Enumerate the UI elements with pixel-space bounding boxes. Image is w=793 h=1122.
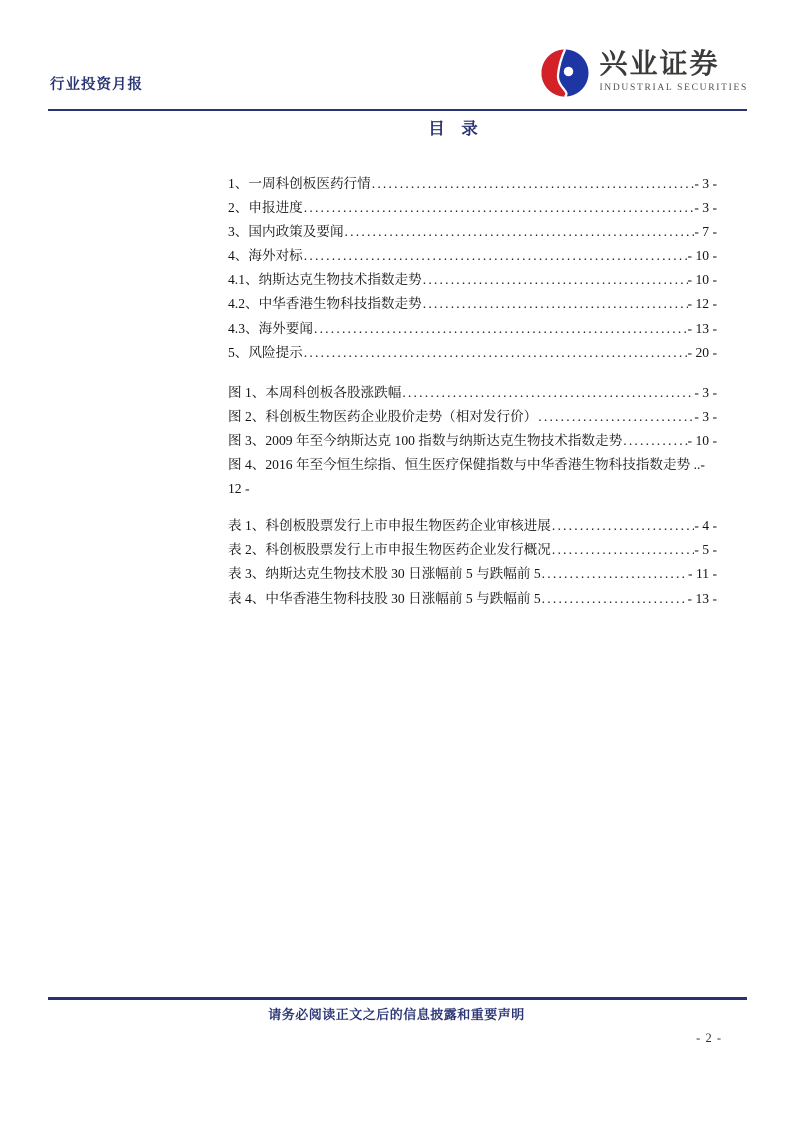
- toc-entry[interactable]: [228, 429, 717, 453]
- company-name-en: INDUSTRIAL SECURITIES: [599, 83, 748, 93]
- toc-entry-label: 4.2、中华香港生物科技指数走势: [228, 296, 422, 312]
- toc-entry-page: - 12 -: [687, 296, 717, 312]
- toc-entry-page: - 13 -: [687, 590, 717, 606]
- toc-entry-page: - 10 -: [687, 248, 717, 264]
- toc-entry[interactable]: [228, 196, 717, 220]
- toc-entry-label: 表 3、纳斯达克生物技术股 30 日涨幅前 5 与跌幅前 5: [228, 566, 541, 582]
- toc-entry[interactable]: [228, 292, 717, 316]
- toc-entry-page: - 11 -: [688, 566, 717, 582]
- toc-entry-page: - 20 -: [687, 344, 717, 360]
- toc-entry-label: 1、一周科创板医药行情: [228, 176, 371, 191]
- toc-entry-label: 3、国内政策及要闻: [228, 224, 344, 240]
- toc-entry[interactable]: [228, 317, 717, 341]
- toc-entry-page: - 4 -: [694, 518, 717, 534]
- page-number: - 2 -: [696, 1031, 722, 1045]
- toc-entry-page: - 3 -: [694, 176, 717, 191]
- toc-leader-dots: [537, 405, 694, 429]
- report-type-label: 行业投资月报: [50, 77, 143, 93]
- toc-entry[interactable]: [228, 172, 717, 196]
- header-divider: [48, 109, 747, 111]
- toc-entry[interactable]: [228, 244, 717, 268]
- toc-leader-dots: [313, 317, 688, 341]
- toc-entry-label: 5、风险提示: [228, 344, 303, 360]
- toc-entry[interactable]: [228, 341, 717, 365]
- toc-entry-label: 4、海外对标: [228, 248, 303, 264]
- toc-leader-dots: [303, 244, 688, 268]
- toc-leader-dots: [422, 292, 688, 316]
- toc-leader-dots: [371, 172, 695, 196]
- toc-entry-page: - 13 -: [687, 320, 717, 336]
- company-logo-icon: [540, 48, 590, 98]
- toc-entry-page: - 10 -: [687, 272, 717, 288]
- company-name-cn: 兴业证券: [599, 49, 720, 80]
- toc-leader-dots: [303, 341, 688, 365]
- toc-entry-page: - 3 -: [694, 200, 717, 216]
- toc-title: 目 录: [428, 119, 478, 138]
- footer-divider: [48, 997, 747, 1000]
- toc-figures-block: [228, 381, 717, 501]
- toc-entry[interactable]: [228, 405, 717, 429]
- toc-leader-dots: [344, 220, 695, 244]
- footer-disclaimer: 请务必阅读正文之后的信息披露和重要声明: [268, 1007, 525, 1022]
- toc-entry-label: 图 3、2009 年至今纳斯达克 100 指数与纳斯达克生物技术指数走势: [228, 432, 623, 448]
- toc-entry-label: 4.1、纳斯达克生物技术指数走势: [228, 272, 422, 288]
- toc-leader-dots: [541, 587, 688, 611]
- toc-entry[interactable]: [228, 538, 717, 562]
- company-logo: [540, 48, 748, 98]
- toc-entry-label: 图 1、本周科创板各股涨跌幅: [228, 384, 402, 400]
- toc-entry[interactable]: [228, 381, 717, 405]
- toc-entry-label: 表 4、中华香港生物科技股 30 日涨幅前 5 与跌幅前 5: [228, 590, 541, 606]
- toc-entry[interactable]: [228, 453, 717, 477]
- toc-entry[interactable]: [228, 220, 717, 244]
- toc-entry-page: - 3 -: [694, 384, 717, 400]
- toc-entry[interactable]: [228, 268, 717, 292]
- toc-leader-dots: [401, 381, 694, 405]
- toc-entry-page: - 3 -: [694, 408, 717, 424]
- toc-entry-label: 表 1、科创板股票发行上市申报生物医药企业审核进展: [228, 518, 551, 534]
- toc-leader-dots: [551, 514, 694, 538]
- toc-leader-dots: [303, 196, 695, 220]
- toc-entry-label: 图 4、2016 年至今恒生综指、恒生医疗保健指数与中华香港生物科技指数走势: [228, 457, 691, 473]
- toc-sections-block: [228, 172, 717, 365]
- company-logo-text: [599, 48, 748, 93]
- toc-entry[interactable]: [228, 587, 717, 611]
- toc-entry-page: - 10 -: [687, 432, 717, 448]
- toc-leader-dots: [541, 562, 688, 586]
- toc-tables-block: [228, 514, 717, 610]
- toc-entry-continuation: 12 -: [228, 481, 250, 497]
- toc-leader-dots: [422, 268, 688, 292]
- toc-entry-page: - 7 -: [694, 224, 717, 240]
- toc-entry[interactable]: [228, 562, 717, 586]
- toc-leader-dots: [622, 429, 687, 453]
- table-of-contents: [228, 172, 717, 611]
- toc-entry-label: 2、申报进度: [228, 200, 303, 216]
- toc-entry-page: ..-: [693, 457, 705, 473]
- toc-leader-dots: [551, 538, 694, 562]
- toc-entry-label: 表 2、科创板股票发行上市申报生物医药企业发行概况: [228, 542, 551, 558]
- toc-entry[interactable]: [228, 514, 717, 538]
- toc-entry-page: - 5 -: [694, 542, 717, 558]
- toc-entry-label: 图 2、科创板生物医药企业股价走势（相对发行价）: [228, 408, 538, 424]
- toc-entry-label: 4.3、海外要闻: [228, 320, 313, 336]
